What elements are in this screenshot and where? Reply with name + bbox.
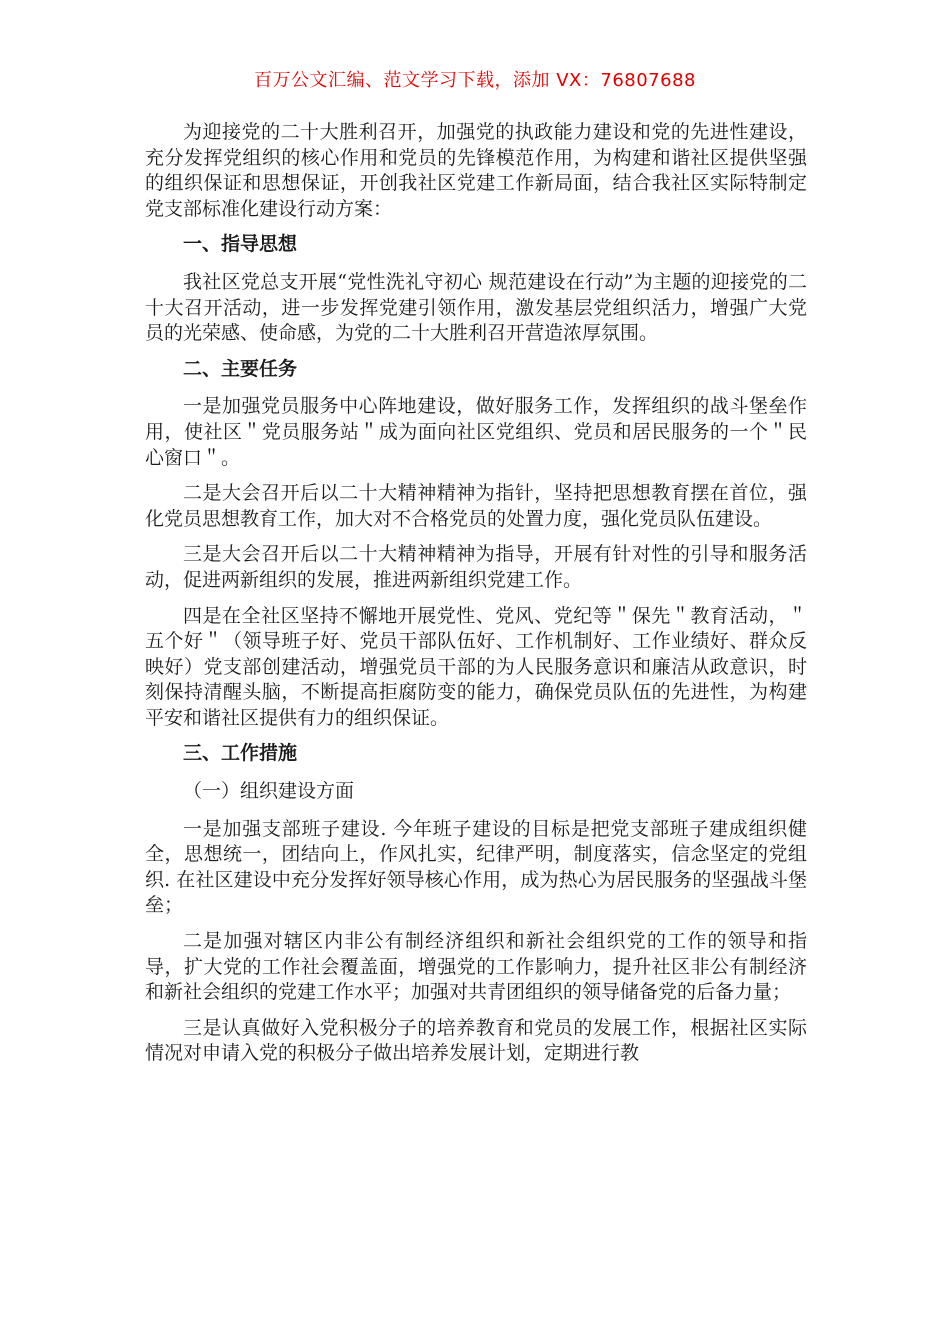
section-2-paragraph-1: 一是加强党员服务中心阵地建设，做好服务工作，发挥组织的战斗堡垒作用，使社区＂党员服务站＂成为面向社区党组织、党员和居民服务的一个＂民心窗口＂。 (145, 395, 807, 469)
section-2-paragraph-3: 三是大会召开后以二十大精神精神为指导，开展有针对性的引导和服务活动，促进两新组织的发展，推进两新组织党建工作。 (145, 543, 807, 591)
page-header-banner: 百万公文汇编、范文学习下载，添加 VX：76807688 (254, 70, 696, 91)
section-3-subheading: （一）组织建设方面 (183, 780, 355, 803)
section-1-paragraph-1: 我社区党总支开展“党性洗礼守初心 规范建设在行动”为主题的迎接党的二十大召开活动，进一步发挥党建引领作用，激发基层党组织活力，增强广大党员的光荣感、使命感，为党的二十大胜利召开营造浓厚氛围。 (145, 270, 807, 345)
section-3-paragraph-2: 二是加强对辖区内非公有制经济组织和新社会组织党的工作的领导和指导，扩大党的工作社会覆盖面，增强党的工作影响力，提升社区非公有制经济和新社会组织的党建工作水平；加强对共青团组织的领导储备党的后备力量； (145, 930, 807, 1004)
section-3-paragraph-3: 三是认真做好入党积极分子的培养教育和党员的发展工作，根据社区实际情况对申请入党的积极分子做出培养发展计划，定期进行教 (145, 1016, 807, 1065)
document-body (145, 120, 807, 1077)
intro-paragraph: 为迎接党的二十大胜利召开，加强党的执政能力建设和党的先进性建设，充分发挥党组织的核心作用和党员的先锋模范作用，为构建和谐社区提供坚强的组织保证和思想保证，开创我社区党建工作新局面，结合我社区实际特制定党支部标准化建设行动方案： (145, 121, 807, 220)
section-3-heading: 三、工作措施 (183, 742, 298, 765)
section-1-heading: 一、指导思想 (183, 233, 298, 256)
section-2-paragraph-2: 二是大会召开后以二十大精神精神为指针，坚持把思想教育摆在首位，强化党员思想教育工作，加大对不合格党员的处置力度，强化党员队伍建设。 (145, 482, 807, 530)
section-3-paragraph-1: 一是加强支部班子建设. 今年班子建设的目标是把党支部班子建成组织健全，思想统一，团结向上，作风扎实，纪律严明，制度落实，信念坚定的党组织. 在社区建设中充分发挥好领导核心作用，成为热心为居民服务的坚强战斗堡垒； (145, 817, 807, 917)
section-2-heading: 二、主要任务 (183, 357, 298, 380)
section-2-paragraph-4: 四是在全社区坚持不懈地开展党性、党风、党纪等＂保先＂教育活动，＂五个好＂（领导班子好、党员干部队伍好、工作机制好、工作业绩好、群众反映好）党支部创建活动，增强党员干部的为人民服务意识和廉洁从政意识，时刻保持清醒头脑，不断提高拒腐防变的能力，确保党员队伍的先进性，为构建平安和谐社区提供有力的组织保证。 (145, 604, 807, 729)
